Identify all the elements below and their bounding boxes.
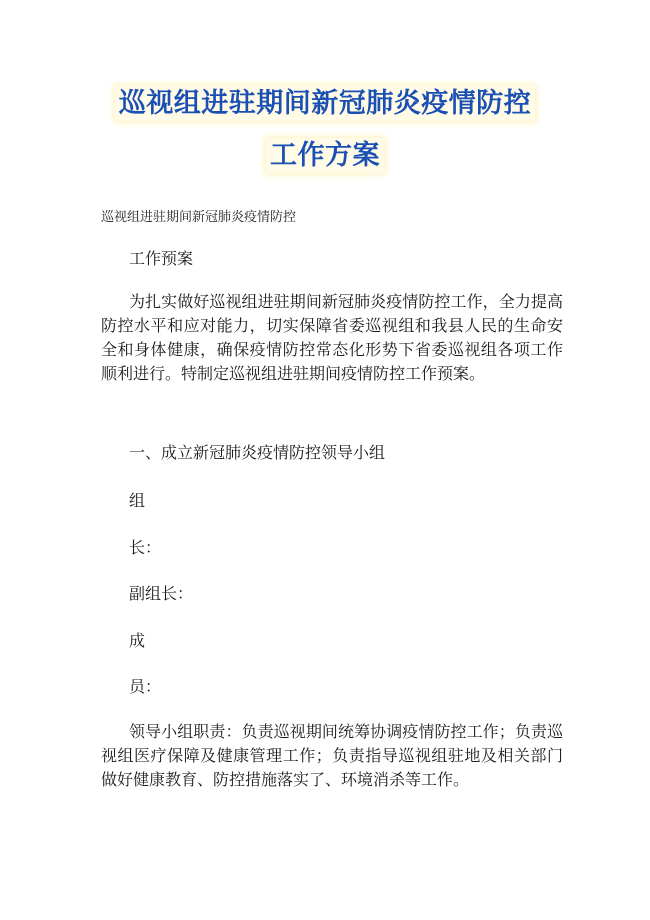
- intro-paragraph-text: 为扎实做好巡视组进驻期间新冠肺炎疫情防控工作，全力提高防控水平和应对能力，切实保障省委巡视组和我县人民的生命安全和身体健康，确保疫情防控常态化形势下省委巡视组各项工作顺利进行。特制定巡视组进驻期间疫情防控工作预案。: [101, 292, 563, 383]
- document-title-line-1: [0, 86, 650, 122]
- deputy-leader-label: 副组长：: [129, 584, 194, 603]
- leader-label-part-2: 长：: [129, 538, 162, 557]
- document-subtitle: 巡视组进驻期间新冠肺炎疫情防控: [101, 210, 297, 225]
- title-text-1: 巡视组进驻期间新冠肺炎疫情防控: [115, 86, 536, 121]
- title-text-2: 工作方案: [266, 138, 384, 173]
- duties-paragraph: [101, 720, 563, 792]
- duties-paragraph-text: 领导小组职责：负责巡视期间统筹协调疫情防控工作；负责巡视组医疗保障及健康管理工作；负责指导巡视组驻地及相关部门做好健康教育、防控措施落实了、环境消杀等工作。: [101, 722, 563, 789]
- section-1-heading: 一、成立新冠肺炎疫情防控领导小组: [129, 443, 386, 462]
- intro-paragraph: [101, 290, 563, 386]
- leader-label-part-1: 组: [129, 491, 146, 510]
- members-label-part-2: 员：: [129, 677, 162, 696]
- members-label-part-1: 成: [129, 631, 146, 650]
- document-title-line-2: [0, 138, 650, 174]
- work-plan-heading: 工作预案: [129, 249, 194, 268]
